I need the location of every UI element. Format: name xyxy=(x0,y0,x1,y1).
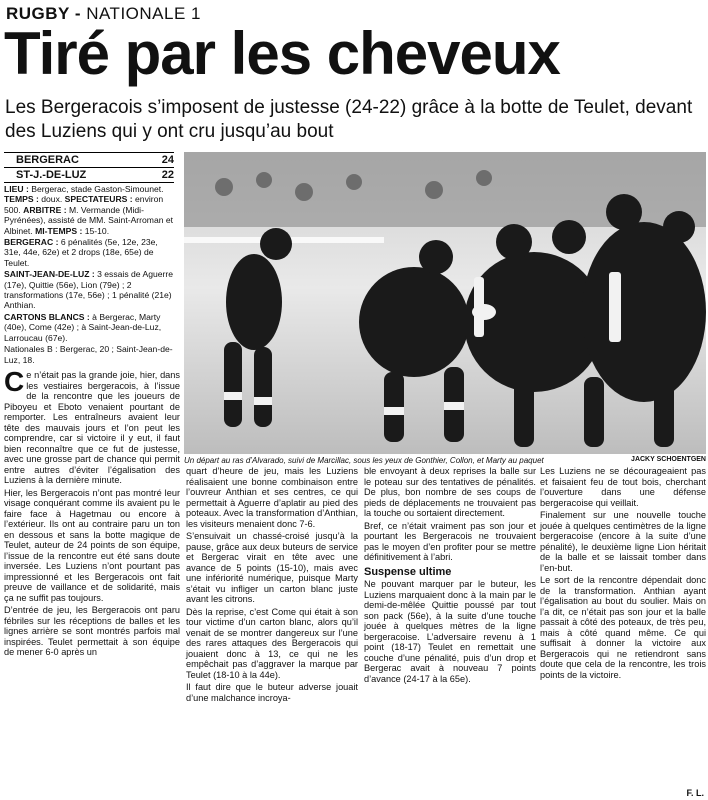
detail-text: M. Vermande (Midi-Pyrénées), assisté de MM. Saint-Arroman et Albinet. xyxy=(4,204,174,236)
detail-bergerac xyxy=(4,237,176,268)
section-category: NATIONALE 1 xyxy=(86,4,201,23)
rugby-scrum-photo xyxy=(184,152,706,454)
paragraph: D’entrée de jeu, les Bergeracois ont paru fébriles sur les réceptions de balles et les lignes arrière se sont montrés parfois mal inspirées. Teulet permettait à son équipe de mener 6-0 après un xyxy=(4,605,180,657)
deck-subtitle: Les Bergeracois s’imposent de justesse (24-22) grâce à la botte de Teulet, devant des Luziens qui y ont cru jusqu’au bout xyxy=(5,97,693,142)
paragraph: Finalement sur une nouvelle touche jouée à quelques centimètres de la ligne bergeracoise (encore à la suite d’une pénalité), le deuxième ligne Lion héritait de la balle et se laissait tomber dans l’en-but. xyxy=(540,510,706,573)
detail-cards xyxy=(4,312,176,343)
section-subhead: Suspense ultime xyxy=(364,565,452,578)
away-team: ST-J.-DE-LUZ xyxy=(16,169,87,181)
article-column-4 xyxy=(540,466,706,682)
section-name: RUGBY xyxy=(6,4,70,23)
headline: Tiré par les cheveux xyxy=(4,20,560,87)
detail-label: SAINT-JEAN-DE-LUZ : xyxy=(4,269,95,280)
score-row-away xyxy=(4,167,174,183)
away-score: 22 xyxy=(161,169,174,181)
caption-text: Un départ au ras d’Alvarado, suivi de Marcillac, sous les yeux de Gonthier, Collon, et Marty au paquet xyxy=(184,456,544,465)
ball-icon xyxy=(472,304,496,320)
detail-text: à Bergerac, Marty (40e), Come (42e) ; à Saint-Jean-de-Luz, Larroucau (67e). xyxy=(4,311,162,343)
rubric-separator: - xyxy=(69,4,87,23)
detail-text: environ 500. xyxy=(4,194,164,215)
detail-b-teams xyxy=(4,344,176,365)
paragraph: Le sort de la rencontre dépendait donc de la transformation. Anthian ayant l’égalisation au bout du soulier. Mais on l’a dit, ce n’était pas son jour et la balle passait à côté des poteaux, de très peu, mais à côté quand même. Ce qui suffisait à donner la victoire aux Bergeracois qui ne retiendront sans doute que cela de la rencontre, les trois points de la victoire. xyxy=(540,575,706,680)
detail-venue xyxy=(4,184,176,236)
paragraph: ble envoyant à deux reprises la balle sur le poteau sur des tentatives de pénalités. De plus, bon nombre de ses coups de pieds de déplacements ne trouvaient pas la touche ou sortaient directement. xyxy=(364,466,536,518)
detail-label: ARBITRE : xyxy=(23,204,67,215)
detail-text: 6 pénalités (5e, 12e, 23e, 31e, 44e, 62e) et 2 drops (18e, 65e) de Teulet. xyxy=(4,237,158,268)
detail-text: 15-10. xyxy=(82,225,110,236)
paragraph: Bref, ce n’était vraiment pas son jour et pourtant les Bergeracois ne trouvaient pas le moyen d’en profiter pour se mettre définitivement à l’abri. xyxy=(364,520,536,562)
home-score: 24 xyxy=(161,154,174,166)
match-details xyxy=(4,184,176,366)
photo-caption xyxy=(184,456,706,465)
article-column-3 xyxy=(364,466,536,686)
detail-text: Nationales B : Bergerac, 20 ; Saint-Jean-de-Luz, 18. xyxy=(4,344,173,365)
paragraph: quart d’heure de jeu, mais les Luziens réalisaient une bonne combinaison entre l’ouvreur Anthian et ses centres, ce qui permettait à Aguerre d’aplatir au pied des poteaux. Avec la transformation d’Anthian, les visiteurs menaient donc 7-6. xyxy=(186,466,358,529)
detail-label: BERGERAC : xyxy=(4,237,59,248)
paragraph-text: e n’était pas la grande joie, hier, dans les vestiaires bergeracois, à l’issue de la rencontre que les joueurs de Piboyeu et Eboto venaient pourtant de remporter. Les entraîneurs avaient leur tête des mauvais jours et l’on peut les comprendre, car si victoire il y eut, il faut bien reconnaître que ce fut de justesse, avec une grosse part de chance qui permit entre autres d’éviter l’égalisation des Luziens à la dernière minute. xyxy=(4,370,180,485)
paragraph: Ne pouvant marquer par le buteur, les Luziens marquaient donc à la main par le demi-de-mêlée Quittie poussé par tout son pack (56e), à la suite d’une touche jouée à quelques mètres de la ligne bergeracoise. L’adversaire revenu à 1 point (18-17) Teulet en remettait une couche d’une pénalité, puis d’un drop et Bergerac avait à nouveau 7 points d’avance (24-17 à la 65e). xyxy=(364,579,536,684)
score-row-home xyxy=(4,152,174,167)
detail-label: SPECTATEURS : xyxy=(64,194,133,205)
paragraph xyxy=(4,366,180,486)
paragraph: Dès la reprise, c’est Come qui était à son tour victime d’un carton blanc, alors qu’il venait de se montrer dangereux sur l’une des rares attaques des Bergeracois qui jouaient donc à 13, ce qui ne les empêchait pas d’aggraver la marque par Teulet (18-10 à la 44e). xyxy=(186,606,358,680)
photo-credit: JACKY SCHOENTGEN xyxy=(631,456,706,463)
detail-text: doux. xyxy=(38,194,65,205)
article-column-2 xyxy=(186,466,358,705)
paragraph: Les Luziens ne se décourageaient pas et faisaient feu de tout bois, cherchant l’ouverture dans une défense bergeracoise qui veillait. xyxy=(540,466,706,508)
match-photo xyxy=(184,152,706,454)
detail-text: Bergerac, stade Gaston-Simounet. xyxy=(28,184,164,194)
detail-label: MI-TEMPS : xyxy=(35,225,83,236)
article-column-1 xyxy=(4,366,180,660)
paragraph: Hier, les Bergeracois n’ont pas montré leur visage conquérant comme ils avaient pu le faire face à Hagetmau ou encore à l’extérieur. Ils ont au contraire paru un ton en dessous et sans la botte magique de Teulet, auteur de 24 points de son équipe, l’issue de la rencontre eut été sans doute inversée. Les Luziens n’ont pourtant pas impressionné et les Bergeracois ont fait preuve de vaillance et de solidarité, mais ça ne suffit pas toujours. xyxy=(4,487,180,603)
detail-label: TEMPS : xyxy=(4,194,39,205)
paragraph: S’ensuivait un chassé-croisé jusqu’à la pause, grâce aux deux buteurs de service et Bergerac virait en tête avec une avance de 5 points (15-10), mais avec une infériorité numérique, puisque Marty s’était vu infliger un carton blanc juste avant les citrons. xyxy=(186,531,358,604)
home-team: BERGERAC xyxy=(16,154,79,166)
detail-label: LIEU : xyxy=(4,184,29,194)
paragraph: Il faut dire que le buteur adverse jouait d’une malchance incroya- xyxy=(186,682,358,703)
score-box xyxy=(4,152,174,183)
author-signature: F. L. xyxy=(686,788,704,798)
detail-stjean xyxy=(4,269,176,311)
detail-text: 3 essais de Aguerre (17e), Quittie (56e), Lion (79e) ; 2 transformations (17e, 56e) ; 1 pénalité (21e) Anthian. xyxy=(4,269,174,311)
drop-cap: C xyxy=(4,366,25,397)
detail-label: CARTONS BLANCS : xyxy=(4,311,90,322)
